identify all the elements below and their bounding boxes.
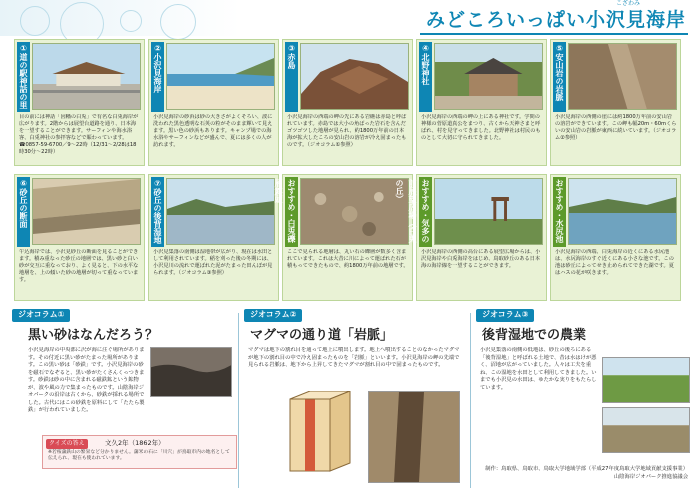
- card-mizushiri-pond: [550, 174, 681, 301]
- column-badge: ジオコラム③: [476, 309, 534, 322]
- card-observation-deck: [395, 174, 547, 301]
- geo-columns: [0, 305, 700, 495]
- header: [0, 0, 700, 36]
- column-text: 小沢見海岸の中央部に沢が海に注ぐ場所があります。その付近に黒い砂がたまった場所があります。この黒い砂は「砂鉄」です。小沢見海岸の砂を磁石でなぞると、黒い砂がたくさんくっつきます。砂鉄は砂の中に含まれる磁鉄鉱という鉱物が、波や風の力で集まったものです。山陰海岸ジオパークの沿岸は古くから、砂鉄が採れる場所でした。古代にはこの砂鉄を原料にして「たたら製鉄」が行われていました。: [28, 347, 145, 414]
- card-dune-section: [14, 174, 145, 301]
- dike-photo: [368, 391, 460, 483]
- header-wave-decoration: [0, 0, 240, 36]
- photo-michinoeki: [32, 43, 141, 110]
- card-label: おすすめ・白兎礫層露頭: [285, 177, 298, 247]
- card-back-marsh: [148, 174, 279, 301]
- column-title: マグマの通り道「岩脈」: [250, 328, 394, 343]
- card-text: 小沢見海岸の西端の岬の上にある神社です。学問の神様の菅原道真公をまつり、古くから天神さまと呼ばれ、村を見守ってきました。北野神社は村民のものとして大切に守られてきました。: [421, 114, 541, 142]
- card-label: ②小沢見海岸: [151, 42, 164, 112]
- column-text: 小沢見集落の南側の低地は、砂丘の後ろにある「後背湿地」と呼ばれる土地で、昔は水はけが悪く、沼地が広がっていました。人々は工夫を重ね、この湿地を水田として利用してきました。いまでも小沢見の水田は、ゆたかな実りをもたらしています。: [480, 347, 597, 391]
- quiz-answer: 文久2年（1862年）: [105, 439, 165, 447]
- card-label: ④北野神社: [419, 42, 432, 112]
- card-text: ここで見られる地層は、丸い石の礫層が数多く含まれています。これは大昔に川によって運ばれた石が積もってできたもので、約1800万年前の地層です。: [287, 249, 409, 270]
- card-text: 小沢見海岸の砂浜は砂の大きさがよくそろい、波に洗われた黒色透明な石英の粒がそのまま輝いて見えます。黒い色の砂浜もあります。キャンプ場での海水浴やサーフィンなどが盛んで、夏には多くの人が訪れます。: [153, 114, 273, 149]
- card-michinoeki: [6, 39, 145, 166]
- card-label: ⑥砂丘の断面: [17, 177, 30, 247]
- photo-andesite-dike: [568, 43, 677, 110]
- winter-field-photo: [602, 407, 690, 453]
- card-akashima: [282, 39, 413, 166]
- column-text: マグマは地下の割れ目を通って地上に噴出します。地上へ噴出することのなかったマグマが地下の割れ目の中で冷え固まったものを「岩脈」といいます。小沢見海岸の岬の先端で見られる岩脈は、地下から上昇してきたマグマが割れ目の中で固まったものです。: [248, 347, 460, 369]
- card-andesite-dike: [550, 39, 681, 166]
- card-label: ①道の駅神話の里白うさぎ: [17, 42, 30, 112]
- photo-dune-section: [32, 178, 141, 245]
- quiz-answer-box: [42, 435, 237, 469]
- credit-line-1: 制作：鳥取県、鳥取市、鳥取大学地域学部（平成27年度鳥取大学地域貢献支援事業）: [485, 466, 688, 472]
- card-label: おすすめ・水尻池: [553, 177, 566, 247]
- column-badge: ジオコラム②: [244, 309, 302, 322]
- column-title: 黒い砂はなんだろう？: [28, 328, 159, 343]
- spot-cards: [6, 39, 684, 301]
- card-text: 午込海岸では、小沢見砂丘の断面を見ることができます。積み重なった砂丘の地層では、黒い砂と白い砂が交互に重なっており、よく見ると、下の水平な地層を、上の傾いた砂の地層が切って重なっています。: [19, 249, 139, 284]
- column-title: 後背湿地での農業: [482, 328, 587, 343]
- card-text: 小沢見海岸の西側の崖には約1800万年前の安山岩の溶岩ができています。この岬も幅20m・60mくらいの安山岩の岩脈が東西に続いています。（ジオコラム②参照）: [555, 114, 677, 142]
- geo-column-1: [8, 305, 234, 493]
- photo-back-marsh: [166, 178, 275, 245]
- column-badge: ジオコラム①: [12, 309, 70, 322]
- card-kozawami-beach: [148, 39, 279, 166]
- photo-observation-deck: [434, 178, 543, 245]
- card-text: 小沢見海岸の西端の岬の先にある岩礁は赤島と呼ばれています。赤島では大小の角ばった岩石を含んだゴツゴツした地層が見られ、約1800万年前の日本海が拡大したころの安山岩の溶岩が冷え固まったものです。（ジオコラム①参照）: [287, 114, 407, 149]
- card-text: 小沢見集落の南側は湿地帯が広がり、現在は水田として利用されています。稲を刈った後の冬期には、小沢見川の流れで運ばれた泥がたまった田んぼが見られます。（ジオコラム③参照）: [153, 249, 273, 277]
- rice-field-photo: [602, 357, 690, 403]
- card-text: 小沢見海岸の西端、白兎海岸の近くにある水尻池は、水尻海岸のすぐ近くにある小さな池です。この池は砂丘によってせき止められてできた湖です。夏はハスの花が咲きます。: [555, 249, 674, 277]
- photo-kozawami-beach: [166, 43, 275, 110]
- title-ruby: こざわみ: [615, 0, 640, 7]
- quiz-label: クイズの答え: [46, 439, 88, 449]
- credit-line-2: 山陰海岸ジオパーク推進協議会: [613, 474, 688, 481]
- card-label: ⑤安山岩の岩脈: [553, 42, 566, 112]
- black-sand-photo: [150, 347, 232, 397]
- photo-kitano-shrine: [434, 43, 543, 110]
- card-label: ⑦砂丘の後背湿地: [151, 177, 164, 247]
- photo-mizushiri-pond: [568, 178, 677, 245]
- column-separator: [470, 313, 471, 488]
- card-text: 小沢見海岸の西側の高台にある展望広場からは、小沢見海岸や白兎海岸をはじめ、鳥取砂丘のある日本海の海岸線を一望することができます。: [421, 249, 541, 270]
- card-text: 目の前には神話「因幡の白兎」で有名な白兎海岸が広がります。2階からは展望台道路を通り、日本海を一望することができます。サーフィンや海水浴客、白兎神社の参拝客などで賑わっています。 ☎0857-59-6700／9〜22時（12/31〜2/28は18時30分〜22時）: [19, 114, 139, 156]
- page-title: みどころいっぱい小沢見海岸: [425, 9, 686, 31]
- dike-diagram: [250, 391, 360, 483]
- card-label: おすすめ・気多の前展望広場（白兎の丘）: [419, 177, 432, 247]
- card-kitano-shrine: [416, 39, 547, 166]
- photo-akashima: [300, 43, 409, 110]
- geo-column-2: [240, 305, 466, 493]
- quiz-note: ※若桜藩鉄山の繁栄など分かりません。藩米の石に「川穴」が鳥取市内の地名として伝えられ、現在も使われています。: [48, 450, 230, 462]
- card-label: ③赤島: [285, 42, 298, 112]
- title-underline: [420, 33, 688, 35]
- credits: [485, 465, 688, 482]
- column-separator: [238, 313, 239, 488]
